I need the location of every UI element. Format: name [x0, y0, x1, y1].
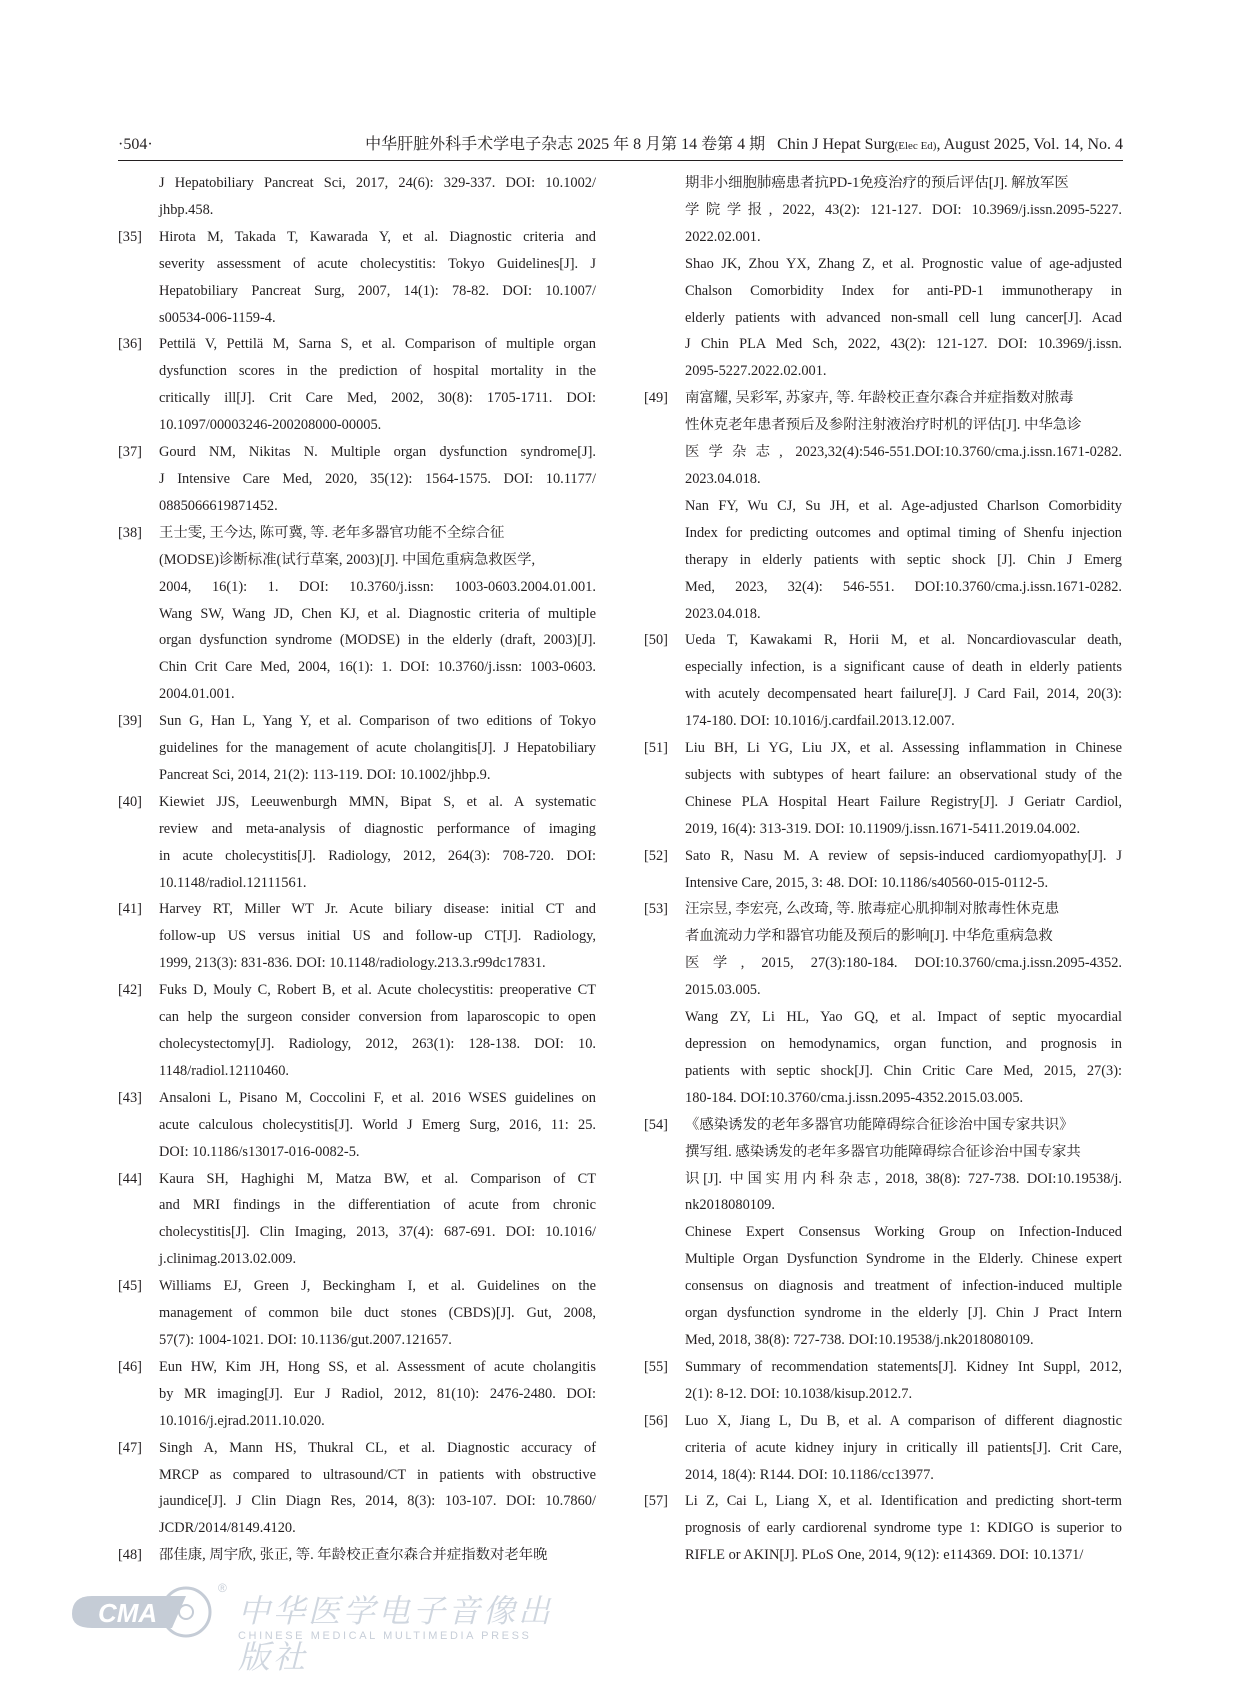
reference-item [118, 896, 596, 977]
reference-line: 2022.02.001. [685, 228, 761, 245]
reference-line: 性休克老年患者预后及参附注射液治疗时机的评估[J]. 中华急诊 [685, 417, 1082, 434]
reference-number: [51] [644, 740, 668, 757]
reference-line: especially infection, is a significant cause of death in elderly patients [685, 659, 1122, 676]
reference-line: criteria of acute kidney injury in critically ill patients[J]. Crit Care, [685, 1439, 1122, 1456]
reference-line: by MR imaging[J]. Eur J Radiol, 2012, 81(10): 2476-2480. DOI: [159, 1385, 596, 1402]
reference-item [118, 1273, 596, 1354]
registered-mark: ® [218, 1581, 227, 1595]
reference-line: Intensive Care, 2015, 3: 48. DOI: 10.1186/s40560-015-0112-5. [685, 874, 1049, 891]
reference-line: jaundice[J]. J Clin Diagn Res, 2014, 8(3): 103-107. DOI: 10.7860/ [159, 1493, 596, 1510]
reference-item [118, 1085, 596, 1166]
reference-line: cholecystectomy[J]. Radiology, 2012, 263(1): 128-138. DOI: 10. [159, 1036, 596, 1052]
reference-line: j.clinimag.2013.02.009. [159, 1251, 297, 1268]
journal-issue: , August 2025, Vol. 14, No. 4 [936, 136, 1123, 153]
reference-number: [38] [118, 524, 142, 541]
reference-number: [55] [644, 1358, 668, 1375]
reference-line: therapy in elderly patients with septic shock [J]. Chin J Emerg [685, 551, 1122, 568]
reference-line: Chalson Comorbidity Index for anti-PD-1 immunotherapy in [685, 282, 1122, 299]
reference-number: [48] [118, 1547, 142, 1564]
reference-item [644, 896, 1122, 1111]
reference-line: Med, 2018, 38(8): 727-738. DOI:10.19538/j.nk2018080109. [685, 1331, 1034, 1348]
reference-line: guidelines for the management of acute cholangitis[J]. J Hepatobiliary [159, 740, 596, 757]
reference-line: cholecystitis[J]. Clin Imaging, 2013, 37(4): 687-691. DOI: 10.1016/ [159, 1224, 596, 1241]
reference-line: Wang ZY, Li HL, Yao GQ, et al. Impact of septic myocardial [685, 1009, 1122, 1026]
publisher-logo [68, 1580, 568, 1676]
reference-item [644, 1408, 1122, 1489]
reference-line: in acute cholecystitis[J]. Radiology, 2012, 264(3): 708-720. DOI: [159, 847, 596, 864]
reference-line: Chin Crit Care Med, 2004, 16(1): 1. DOI: 10.3760/j.issn: 1003-0603. [159, 659, 596, 676]
reference-line: 王士雯, 王今达, 陈可冀, 等. 老年多器官功能不全综合征 [159, 524, 505, 541]
reference-line: 174-180. DOI: 10.1016/j.cardfail.2013.12.007. [685, 713, 955, 730]
reference-line: Luo X, Jiang L, Du B, et al. A comparison of different diagnostic [685, 1412, 1122, 1429]
reference-number: [53] [644, 901, 668, 918]
reference-item [118, 708, 596, 789]
reference-line: 学院学报, 2022, 43(2): 121-127. DOI: 10.3969/j.issn.2095-5227. [685, 201, 1122, 218]
reference-line: Harvey RT, Miller WT Jr. Acute biliary disease: initial CT and [159, 901, 596, 918]
reference-line: 医学杂志, 2023,32(4):546-551.DOI:10.3760/cma.j.issn.1671-0282. [685, 444, 1122, 461]
reference-line: review and meta-analysis of diagnostic performance of imaging [159, 820, 596, 837]
reference-line: with acutely decompensated heart failure[J]. J Card Fail, 2014, 20(3): [685, 686, 1122, 703]
reference-line: Sato R, Nasu M. A review of sepsis-induced cardiomyopathy[J]. J [685, 847, 1122, 864]
reference-line: Liu BH, Li YG, Liu JX, et al. Assessing inflammation in Chinese [685, 740, 1122, 757]
reference-item [118, 1354, 596, 1435]
reference-line: 《感染诱发的老年多器官功能障碍综合征诊治中国专家共识》 [685, 1116, 1074, 1133]
reference-line: prognosis of early cardiorenal syndrome type 1: KDIGO is superior to [685, 1520, 1122, 1537]
journal-name-en: Chin J Hepat Surg [777, 136, 895, 153]
reference-line: severity assessment of acute cholecystitis: Tokyo Guidelines[J]. J [159, 255, 596, 272]
reference-line: 2015.03.005. [685, 982, 761, 999]
reference-line: Pettilä V, Pettilä M, Sarna S, et al. Comparison of multiple organ [159, 336, 596, 353]
reference-number: [54] [644, 1116, 668, 1133]
reference-number: [41] [118, 901, 142, 918]
reference-line: 2023.04.018. [685, 605, 761, 622]
reference-line: and MRI findings in the differentiation of acute from chronic [159, 1197, 596, 1214]
reference-line: management of common bile duct stones (CBDS)[J]. Gut, 2008, [159, 1305, 596, 1322]
reference-line: J Chin PLA Med Sch, 2022, 43(2): 121-127. DOI: 10.3969/j.issn. [685, 336, 1122, 353]
reference-item [644, 170, 1122, 385]
reference-line: Wang SW, Wang JD, Chen KJ, et al. Diagnostic criteria of multiple [159, 605, 596, 622]
reference-line: Hirota M, Takada T, Kawarada Y, et al. Diagnostic criteria and [159, 228, 596, 245]
reference-line: 者血流动力学和器官功能及预后的影响[J]. 中华危重病急救 [685, 928, 1053, 945]
reference-line: acute calculous cholecystitis[J]. World J Emerg Surg, 2016, 11: 25. [159, 1116, 596, 1133]
reference-item [118, 1542, 596, 1569]
reference-line: Hepatobiliary Pancreat Surg, 2007, 14(1): 78-82. DOI: 10.1007/ [159, 282, 596, 299]
references-left-column [118, 170, 596, 1569]
reference-line: Ansaloni L, Pisano M, Coccolini F, et al. 2016 WSES guidelines on [159, 1089, 596, 1106]
reference-line: 10.1097/00003246-200208000-00005. [159, 417, 382, 434]
reference-line: Li Z, Cai L, Liang X, et al. Identification and predicting short-term [685, 1493, 1122, 1510]
reference-number: [56] [644, 1412, 668, 1429]
reference-line: RIFLE or AKIN[J]. PLoS One, 2014, 9(12): e114369. DOI: 10.1371/ [685, 1547, 1084, 1564]
reference-line: subjects with subtypes of heart failure: an observational study of the [685, 766, 1122, 783]
reference-line: 邵佳康, 周宇欣, 张正, 等. 年龄校正查尔森合并症指数对老年晚 [159, 1547, 548, 1564]
journal-citation [365, 132, 1123, 159]
reference-item [118, 520, 596, 708]
logo-text: CMA [98, 1598, 158, 1628]
reference-number: [45] [118, 1278, 142, 1295]
reference-line: 1999, 213(3): 831-836. DOI: 10.1148/radiology.213.3.r99dc17831. [159, 955, 546, 972]
reference-line: J Hepatobiliary Pancreat Sci, 2017, 24(6): 329-337. DOI: 10.1002/ [159, 175, 596, 191]
reference-line: depression on hemodynamics, organ function, and prognosis in [685, 1036, 1122, 1052]
reference-line: 180-184. DOI:10.3760/cma.j.issn.2095-4352.2015.03.005. [685, 1089, 1024, 1106]
reference-line: 10.1148/radiol.12111561. [159, 874, 307, 891]
reference-line: Med, 2023, 32(4): 546-551. DOI:10.3760/cma.j.issn.1671-0282. [685, 578, 1122, 595]
reference-number: [40] [118, 793, 142, 810]
reference-line: follow-up US versus initial US and follow-up CT[J]. Radiology, [159, 928, 596, 945]
reference-line: dysfunction scores in the prediction of hospital mortality in the [159, 363, 596, 380]
reference-line: DOI: 10.1186/s13017-016-0082-5. [159, 1143, 360, 1160]
reference-line: elderly patients with advanced non-small cell lung cancer[J]. Acad [685, 309, 1122, 326]
reference-line: organ dysfunction syndrome (MODSE) in the elderly (draft, 2003)[J]. [159, 632, 596, 649]
reference-line: organ dysfunction syndrome in the elderly [J]. Chin J Pract Intern [685, 1305, 1122, 1322]
reference-line: can help the surgeon consider conversion from laparoscopic to open [159, 1009, 596, 1026]
reference-line: 汪宗昱, 李宏亮, 么改琦, 等. 脓毒症心肌抑制对脓毒性休克患 [685, 901, 1060, 918]
reference-item [118, 331, 596, 439]
reference-item [644, 735, 1122, 843]
cma-logo-icon [68, 1580, 238, 1650]
reference-item [644, 1488, 1122, 1569]
reference-line: 2(1): 8-12. DOI: 10.1038/kisup.2012.7. [685, 1385, 913, 1402]
reference-line: J Intensive Care Med, 2020, 35(12): 1564-1575. DOI: 10.1177/ [159, 470, 596, 487]
reference-line: Summary of recommendation statements[J]. Kidney Int Suppl, 2012, [685, 1358, 1122, 1375]
reference-line: 10.1016/j.ejrad.2011.10.020. [159, 1412, 325, 1429]
reference-item [118, 439, 596, 520]
reference-line: JCDR/2014/8149.4120. [159, 1520, 296, 1537]
reference-number: [36] [118, 336, 142, 353]
reference-line: Gourd NM, Nikitas N. Multiple organ dysfunction syndrome[J]. [159, 444, 596, 461]
reference-line: Kiewiet JJS, Leeuwenburgh MMN, Bipat S, et al. A systematic [159, 793, 596, 810]
reference-line: patients with septic shock[J]. Chin Critic Care Med, 2015, 27(3): [685, 1062, 1122, 1079]
reference-number: [44] [118, 1170, 142, 1187]
reference-item [118, 170, 596, 224]
reference-line: 撰写组. 感染诱发的老年多器官功能障碍综合征诊治中国专家共 [685, 1143, 1081, 1160]
reference-line: (MODSE)诊断标准(试行草案, 2003)[J]. 中国危重病急救医学, [159, 551, 536, 568]
reference-line: Multiple Organ Dysfunction Syndrome in the Elderly. Chinese expert [685, 1251, 1122, 1268]
reference-item [118, 789, 596, 897]
reference-line: 0885066619871452. [159, 497, 278, 514]
reference-line: 2023.04.018. [685, 470, 761, 487]
reference-line: 2004, 16(1): 1. DOI: 10.3760/j.issn: 1003-0603.2004.01.001. [159, 578, 596, 595]
reference-item [644, 1112, 1122, 1354]
reference-line: Nan FY, Wu CJ, Su JH, et al. Age-adjusted Charlson Comorbidity [685, 497, 1122, 514]
journal-edition: (Elec Ed) [894, 140, 937, 152]
reference-item [118, 977, 596, 1085]
reference-line: jhbp.458. [159, 201, 214, 218]
reference-number: [57] [644, 1493, 668, 1510]
reference-line: 南富耀, 吴彩军, 苏家卉, 等. 年龄校正查尔森合并症指数对脓毒 [685, 390, 1074, 407]
reference-item [644, 843, 1122, 897]
reference-line: 医学, 2015, 27(3):180-184. DOI:10.3760/cma.j.issn.2095-4352. [685, 955, 1122, 972]
reference-line: 2014, 18(4): R144. DOI: 10.1186/cc13977. [685, 1466, 934, 1483]
reference-number: [46] [118, 1358, 142, 1375]
reference-line: Sun G, Han L, Yang Y, et al. Comparison of two editions of Tokyo [159, 713, 596, 730]
page-header [118, 132, 1123, 158]
reference-number: [52] [644, 847, 668, 864]
reference-line: 识[J]. 中国实用内科杂志, 2018, 38(8): 727-738. DOI:10.19538/j. [685, 1170, 1122, 1187]
reference-line: nk2018080109. [685, 1197, 775, 1214]
reference-line: 57(7): 1004-1021. DOI: 10.1136/gut.2007.121657. [159, 1331, 452, 1348]
reference-line: MRCP as compared to ultrasound/CT in patients with obstructive [159, 1466, 596, 1483]
reference-line: Kaura SH, Haghighi M, Matza BW, et al. Comparison of CT [159, 1170, 596, 1187]
reference-line: Fuks D, Mouly C, Robert B, et al. Acute cholecystitis: preoperative CT [159, 982, 596, 999]
reference-item [118, 224, 596, 332]
reference-line: critically ill[J]. Crit Care Med, 2002, 30(8): 1705-1711. DOI: [159, 390, 596, 407]
reference-number: [42] [118, 982, 142, 999]
reference-line: Chinese Expert Consensus Working Group on Infection-Induced [685, 1224, 1122, 1241]
references-right-column [644, 170, 1122, 1569]
reference-line: Index for predicting outcomes and optimal timing of Shenfu injection [685, 524, 1122, 541]
reference-number: [39] [118, 713, 142, 730]
reference-line: 2095-5227.2022.02.001. [685, 363, 827, 380]
reference-line: Singh A, Mann HS, Thukral CL, et al. Diagnostic accuracy of [159, 1439, 596, 1456]
header-rule [118, 160, 1123, 161]
reference-number: [43] [118, 1089, 142, 1106]
reference-line: Williams EJ, Green J, Beckingham I, et al. Guidelines on the [159, 1278, 596, 1295]
reference-item [644, 385, 1122, 627]
reference-line: Eun HW, Kim JH, Hong SS, et al. Assessment of acute cholangitis [159, 1358, 596, 1375]
page-number: ·504· [118, 136, 153, 153]
reference-item [644, 627, 1122, 735]
reference-line: Ueda T, Kawakami R, Horii M, et al. Noncardiovascular death, [685, 632, 1122, 649]
reference-item [644, 1354, 1122, 1408]
reference-item [118, 1435, 596, 1543]
reference-number: [35] [118, 228, 142, 245]
reference-line: Pancreat Sci, 2014, 21(2): 113-119. DOI: 10.1002/jhbp.9. [159, 766, 491, 783]
reference-number: [49] [644, 390, 668, 407]
reference-line: Chinese PLA Hospital Heart Failure Registry[J]. J Geriatr Cardiol, [685, 793, 1122, 810]
reference-number: [47] [118, 1439, 142, 1456]
publisher-name-en: CHINESE MEDICAL MULTIMEDIA PRESS [238, 1630, 532, 1642]
reference-line: 2004.01.001. [159, 686, 235, 703]
reference-line: Shao JK, Zhou YX, Zhang Z, et al. Prognostic value of age-adjusted [685, 255, 1122, 272]
reference-line: consensus on diagnosis and treatment of infection-induced multiple [685, 1278, 1122, 1295]
publisher-name-cn: 中华医学电子音像出版社 [238, 1592, 554, 1676]
reference-item [118, 1166, 596, 1274]
reference-number: [50] [644, 632, 668, 649]
reference-number: [37] [118, 444, 142, 461]
reference-line: s00534-006-1159-4. [159, 309, 276, 326]
reference-line: 期非小细胞肺癌患者抗PD-1免疫治疗的预后评估[J]. 解放军医 [685, 175, 1069, 191]
reference-line: 1148/radiol.12110460. [159, 1062, 290, 1079]
journal-name-cn: 中华肝脏外科手术学电子杂志 2025 年 8 月第 14 卷第 4 期 [365, 136, 766, 153]
reference-line: 2019, 16(4): 313-319. DOI: 10.11909/j.issn.1671-5411.2019.04.002. [685, 820, 1081, 837]
